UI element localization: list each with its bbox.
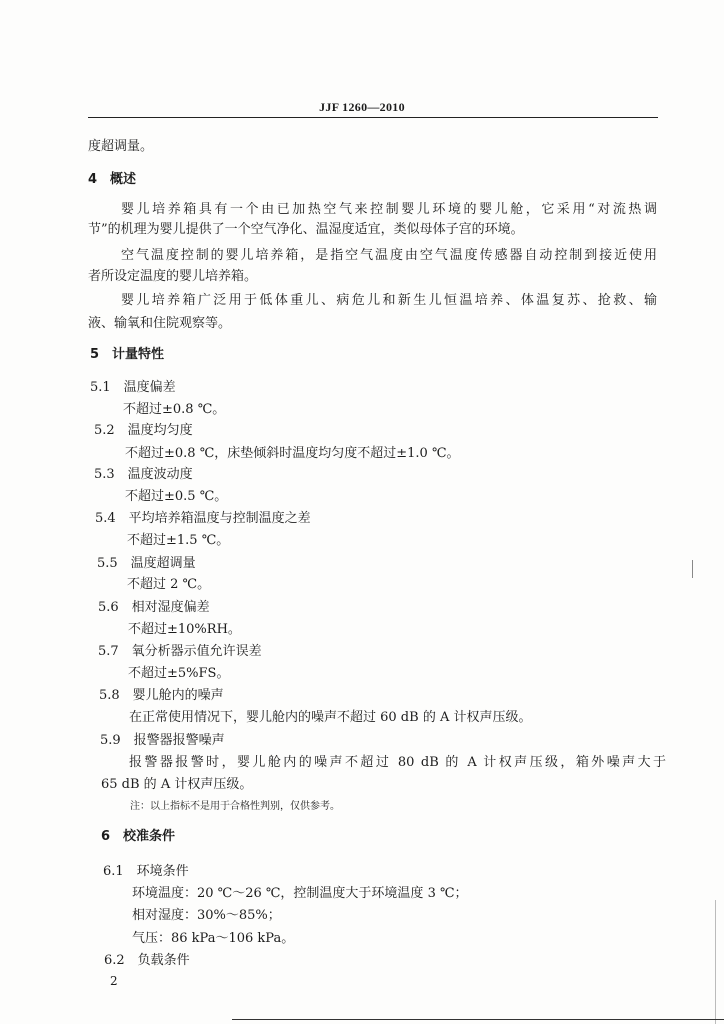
clause-value: 不超过±5%FS。 (128, 666, 230, 681)
paragraph-line: 婴儿培养箱广泛用于低体重儿、病危儿和新生儿恒温培养、体温复苏、抢救、输 (121, 293, 657, 308)
clause-value: 不超过 2 ℃。 (127, 577, 211, 592)
clause-title: 5.3 温度波动度 (94, 467, 193, 482)
header-rule (88, 117, 658, 118)
clause-title: 5.2 温度均匀度 (94, 423, 193, 438)
clause-value: 相对湿度：30%～85%； (132, 908, 281, 923)
section-heading-6: 6 校准条件 (101, 829, 176, 844)
page-header: JJF 1260—2010 (319, 100, 405, 114)
clause-value: 65 dB 的 A 计权声压级。 (101, 777, 253, 792)
text-line: 度超调量。 (88, 139, 154, 154)
clause-value: 不超过±0.8 ℃。 (123, 402, 226, 417)
clause-value: 不超过±1.5 ℃。 (127, 533, 230, 548)
clause-title: 5.5 温度超调量 (97, 556, 196, 571)
note-text: 注：以上指标不是用于合格性判别，仅供参考。 (130, 801, 340, 812)
section-heading-4: 4 概述 (88, 172, 137, 187)
scan-artifact (692, 560, 693, 578)
page-number: 2 (110, 974, 118, 988)
clause-title: 6.1 环境条件 (103, 864, 189, 879)
paragraph-line: 者所设定温度的婴儿培养箱。 (88, 269, 258, 284)
section-heading-5: 5 计量特性 (90, 347, 165, 362)
clause-value: 报警器报警时，婴儿舱内的噪声不超过 80 dB 的 A 计权声压级，箱外噪声大于 (129, 755, 666, 770)
clause-title: 5.6 相对湿度偏差 (98, 600, 210, 615)
clause-title: 5.7 氧分析器示值允许误差 (98, 644, 262, 659)
clause-title: 6.2 负载条件 (104, 953, 190, 968)
clause-title: 5.1 温度偏差 (90, 380, 176, 395)
clause-title: 5.8 婴儿舱内的噪声 (99, 688, 224, 703)
clause-value: 不超过±10%RH。 (128, 622, 241, 637)
scan-bottom-edge (232, 1019, 724, 1020)
paragraph-line: 节”的机理为婴儿提供了一个空气净化、温湿度适宜，类似母体子宫的环境。 (88, 222, 524, 237)
paragraph-line: 婴儿培养箱具有一个由已加热空气来控制婴儿环境的婴儿舱，它采用“对流热调 (121, 202, 657, 217)
clause-value: 环境温度：20 ℃～26 ℃，控制温度大于环境温度 3 ℃； (132, 886, 468, 901)
clause-value: 在正常使用情况下，婴儿舱内的噪声不超过 60 dB 的 A 计权声压级。 (129, 710, 532, 725)
scan-edge (715, 900, 716, 1024)
clause-value: 气压：86 kPa～106 kPa。 (132, 931, 295, 946)
clause-title: 5.9 报警器报警噪声 (100, 733, 225, 748)
paragraph-line: 空气温度控制的婴儿培养箱，是指空气温度由空气温度传感器自动控制到接近使用 (121, 248, 657, 263)
paragraph-line: 液、输氧和住院观察等。 (88, 316, 232, 331)
clause-value: 不超过±0.8 ℃，床垫倾斜时温度均匀度不超过±1.0 ℃。 (125, 446, 460, 461)
clause-value: 不超过±0.5 ℃。 (125, 489, 228, 504)
clause-title: 5.4 平均培养箱温度与控制温度之差 (95, 511, 311, 526)
